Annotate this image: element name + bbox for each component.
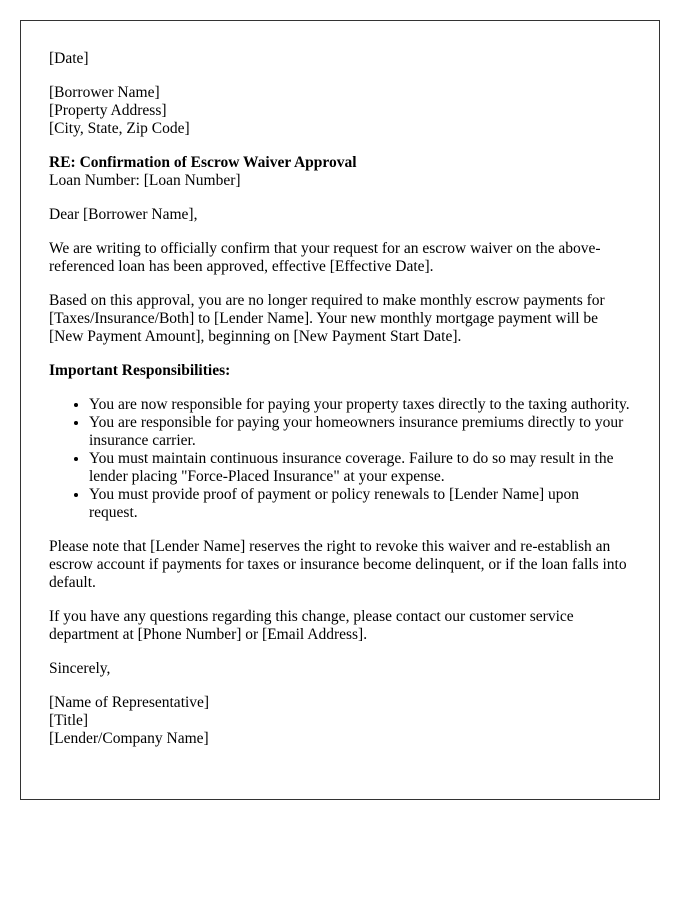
subject-block xyxy=(49,154,631,190)
recipient-city-state-zip: [City, State, Zip Code] xyxy=(49,120,190,137)
closing: Sincerely, xyxy=(49,660,111,677)
signature-company: [Lender/Company Name] xyxy=(49,730,209,747)
letter xyxy=(20,20,660,800)
responsibilities-list xyxy=(49,396,631,522)
date-line xyxy=(49,50,631,68)
subject-line: RE: Confirmation of Escrow Waiver Approval xyxy=(49,154,357,171)
recipient-address: [Property Address] xyxy=(49,102,167,119)
loan-number: Loan Number: [Loan Number] xyxy=(49,172,241,189)
responsibilities-heading: Important Responsibilities: xyxy=(49,362,231,379)
paragraph-confirmation: We are writing to officially confirm that your request for an escrow waiver on the above-referenced loan has been approved, effective [Effective Date]. xyxy=(49,240,601,275)
list-item: • You are now responsible for paying your property taxes directly to the taxing authority. xyxy=(89,396,631,414)
list-item: • You must maintain continuous insurance coverage. Failure to do so may result in the lender placing "Force-Placed Insurance" at your expense. xyxy=(89,450,631,486)
salutation: Dear [Borrower Name], xyxy=(49,206,198,223)
list-item: • You must provide proof of payment or policy renewals to [Lender Name] upon request. xyxy=(89,486,631,522)
signature-name: [Name of Representative] xyxy=(49,694,210,711)
recipient-address-block xyxy=(49,84,631,138)
signature-block xyxy=(49,694,631,748)
paragraph-payment-change: Based on this approval, you are no longer required to make monthly escrow payments for [Taxes/Insurance/Both] to [Lender Name]. Your new monthly mortgage payment will be [New Payment Amount], beginning on [New Payment Start Date]. xyxy=(49,292,605,345)
paragraph-contact: If you have any questions regarding this change, please contact our customer service department at [Phone Number] or [Email Address]. xyxy=(49,608,574,643)
recipient-name: [Borrower Name] xyxy=(49,84,160,101)
list-item: • You are responsible for paying your homeowners insurance premiums directly to your insurance carrier. xyxy=(89,414,631,450)
signature-title: [Title] xyxy=(49,712,89,729)
paragraph-revocation: Please note that [Lender Name] reserves the right to revoke this waiver and re-establish an escrow account if payments for taxes or insurance become delinquent, or if the loan falls into default. xyxy=(49,538,627,591)
date: [Date] xyxy=(49,50,89,67)
